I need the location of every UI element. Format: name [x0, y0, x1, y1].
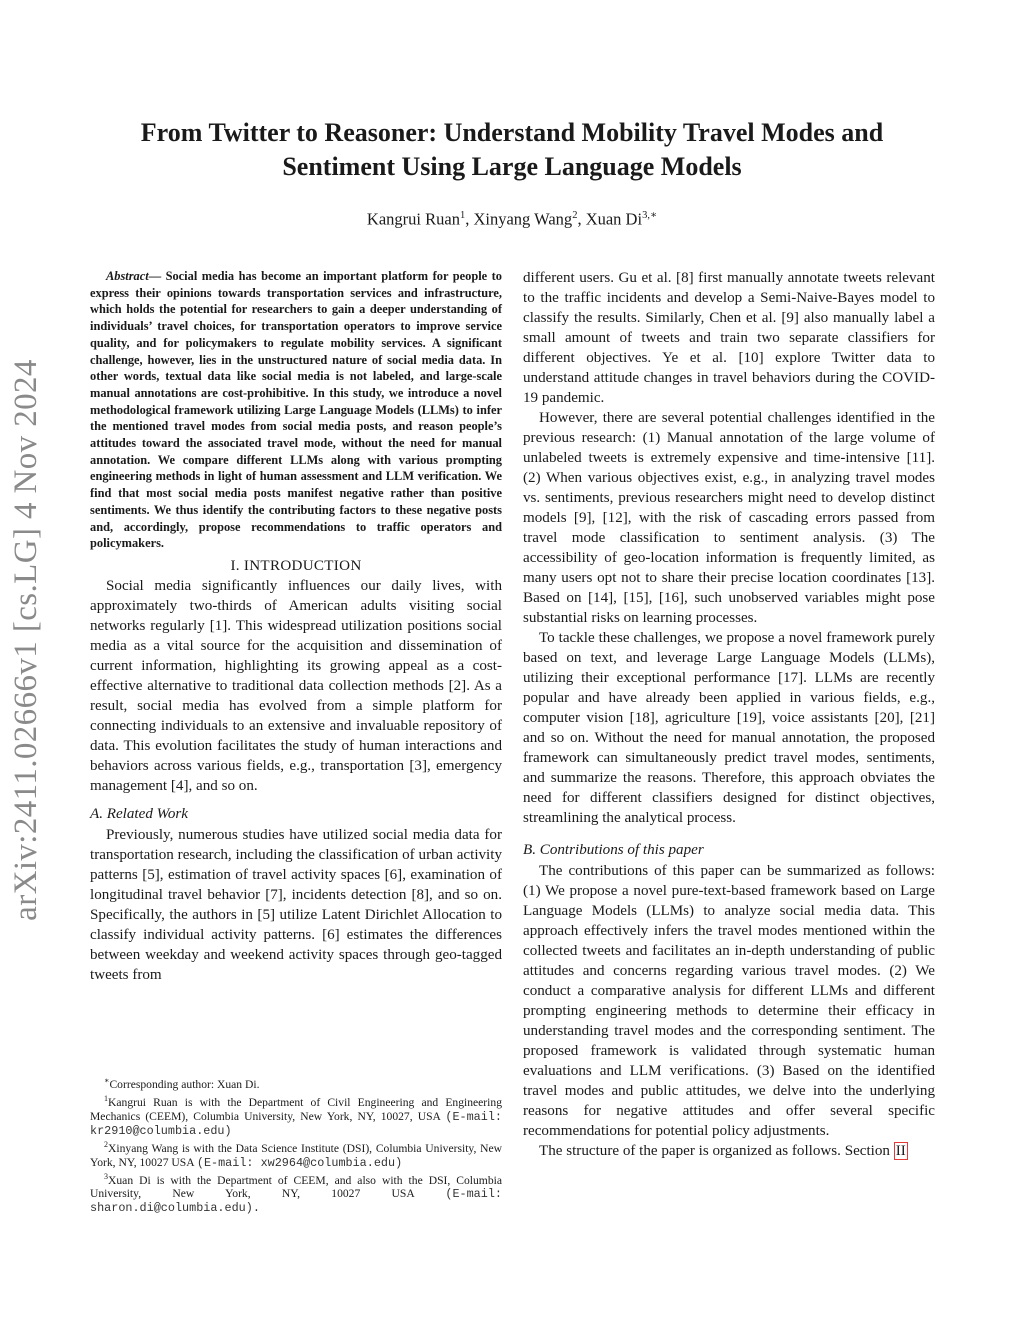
author-1-affil: 1 — [459, 210, 466, 221]
footnote-corresponding: ∗Corresponding author: Xuan Di. — [104, 1076, 260, 1091]
right-column — [523, 268, 935, 1161]
paper-title — [95, 116, 929, 184]
challenges-paragraph: However, there are several potential challenges identified in the previous research: (1) Manual annotation of the large volume of unlabeled tweets is extremely expensive and time-intensive [11]. (2) When various objectives exist, e.g., in analyzing travel modes vs. sentiments, previous researchers might need to develop distinct models [9], [12], with the risk of cascading errors passed from travel mode classification to sentiment analysis. (3) The accessibility of geo-location information is frequently limited, as many users opt not to share their precise location coordinates [13]. Based on [14], [15], [16], such unobserved variables might pose substantial risks on learning processes. — [523, 410, 935, 626]
author-list: Kangrui Ruan$^1$, Xinyang Wang$^2$, Xuan $Di^{3,∗}$ — [366, 209, 658, 229]
abstract-label: Abstract — [106, 269, 149, 283]
section-reference-link[interactable]: II — [895, 1143, 906, 1159]
abstract-text: — Social media has become an important platform for people to express their opinions towards transportation services and infrastructure, which holds the potential for researchers to gain a deeper understanding of individuals’ travel choices, for transportation operators to improve service quality, and for policymakers to regulate mobility services. A significant challenge, however, lies in the unstructured nature of social media data. In other words, textual data like social media is not labeled, and large-scale manual annotations are cost-prohibitive. In this study, we introduce a novel methodological framework utilizing Large Language Models (LLMs) to infer the mentioned travel modes from social media posts, and reason people’s attitudes toward the associated travel mode, without the need for manual annotation. We compare different LLMs along with various prompting engineering methods in light of human assessment and LLM verification. We find that most social media posts manifest negative rather than positive sentiments. We thus identify the contributing factors to these negative posts and, accordingly, propose recommendations to traffic operators and policymakers. — [90, 269, 502, 551]
footnotes — [90, 1074, 502, 1215]
related-work-paragraph: Previously, numerous studies have utilized social media data for transportation research, including the classification of urban activity patterns [5], estimation of travel activity spaces [6], examination of longitudinal travel behavior [7], incidents detection [8], and so on. Specifically, the authors in [5] utilize Latent Dirichlet Allocation to classify individual activity patterns. [6] estimates the differences between weekday and weekend activity spaces through geo-tagged tweets from — [90, 826, 502, 983]
author-2: Xinyang Wang — [473, 209, 573, 229]
section-heading-introduction: I. INTRODUCTION — [230, 557, 362, 574]
footnote-3: $^3$Xuan Di is with the Department of CEEM, and also with the DSI, Columbia University, New York, NY, 10027 USA (E-mail: sharon.di@columbia.edu). — [90, 1171, 502, 1216]
author-2-affil: 2 — [572, 210, 578, 221]
proposal-paragraph: To tackle these challenges, we propose a novel framework purely based on text, and leverage Large Language Models (LLMs), utilizing their exceptional performance [17]. LLMs are recently popular and have already been applied in various fields, e.g., computer vision [18], agriculture [19], voice assistants [20], [21] and so on. Without the need for manual annotation, the proposed framework can simultaneously predict travel modes, sentiments, and summarize the reasons. Therefore, this approach obviates the need for different classifiers designed for distinct objectives, streamlining the analytical process. — [523, 630, 935, 826]
email-link-1[interactable]: (E-mail: kr2910@columbia.edu) — [90, 1109, 502, 1138]
subsection-heading-contributions: B. Contributions of this paper — [523, 842, 704, 858]
contributions-paragraph: The contributions of this paper can be summarized as follows: (1) We propose a novel pure-text-based framework based on Large Language Models (LLMs) to analyze social media data. This approach effectively infers the travel modes mentioned within the collected tweets and facilitates an in-depth understanding of public attitudes and concerns regarding various travel modes. (2) We conduct a comparative analysis for different LLMs and different prompting engineering methods to determine their efficacy in understanding travel modes and the corresponding sentiment. The proposed framework is validated through systematic human evaluations and LLM verifications. (3) Based on the identified travel modes and public attitudes, we delve into the underlying reasons for negative attitudes and offer several specific recommendations for potential policy adjustments. — [523, 863, 935, 1139]
subsection-heading-related-work: A. Related Work — [90, 805, 188, 822]
abstract — [90, 268, 502, 552]
title-line-1: From Twitter to Reasoner: Understand Mobility Travel Modes and — [140, 118, 884, 147]
arxiv-stamp: arXiv:2411.02666v1 [cs.LG] 4 Nov 2024 — [8, 359, 44, 921]
email-link-2[interactable]: (E-mail: xw2964@columbia.edu) — [196, 1155, 403, 1170]
related-work-continued: different users. Gu et al. [8] first manually annotate tweets relevant to the traffic incidents and develop a Semi-Naive-Bayes model to classify the results. Similarly, Chen et al. [9] also manually label a small amount of tweets and train two separate classifiers for different objectives. Ye et al. [10] explore Twitter data to understand attitude changes in travel behaviors during the COVID-19 pandemic. — [523, 270, 935, 406]
intro-paragraph: Social media significantly influences our daily lives, with approximately two-thirds of American adults visiting social networks regularly [1]. This widespread utilization positions social media as a vital source for the acquisition and dissemination of current information, highlighting its growing appeal as a cost-effective alternative to traditional data collection methods [2]. As a result, social media has evolved from a simple platform for connecting individuals to an extensive and invaluable repository of data. This evolution facilitates the study of human interactions and behaviors across various fields, e.g., transportation [3], emergency management [4], and so on. — [90, 577, 502, 794]
email-link-3[interactable]: (E-mail: sharon.di@columbia.edu). — [90, 1187, 502, 1216]
author-3: Xuan Di — [585, 209, 643, 229]
footnote-2: $^2$Xinyang Wang is with the Data Science Institute (DSI), Columbia University, New York, NY, 10027 USA (E-mail: xw2964@columbia.edu) — [90, 1139, 502, 1170]
author-3-affil: 3,∗ — [642, 210, 658, 221]
left-column — [90, 268, 502, 985]
title-line-2: Sentiment Using Large Language Models — [282, 152, 742, 181]
structure-paragraph: The structure of the paper is organized as follows. Section II — [539, 1143, 906, 1159]
footnote-1: $^1$Kangrui Ruan is with the Department of Civil Engineering and Engineering Mechanics (CEEM), Columbia University, New York, NY, 10027, USA (E-mail: kr2910@columbia.edu) — [90, 1093, 502, 1138]
author-1: Kangrui Ruan — [366, 209, 460, 229]
